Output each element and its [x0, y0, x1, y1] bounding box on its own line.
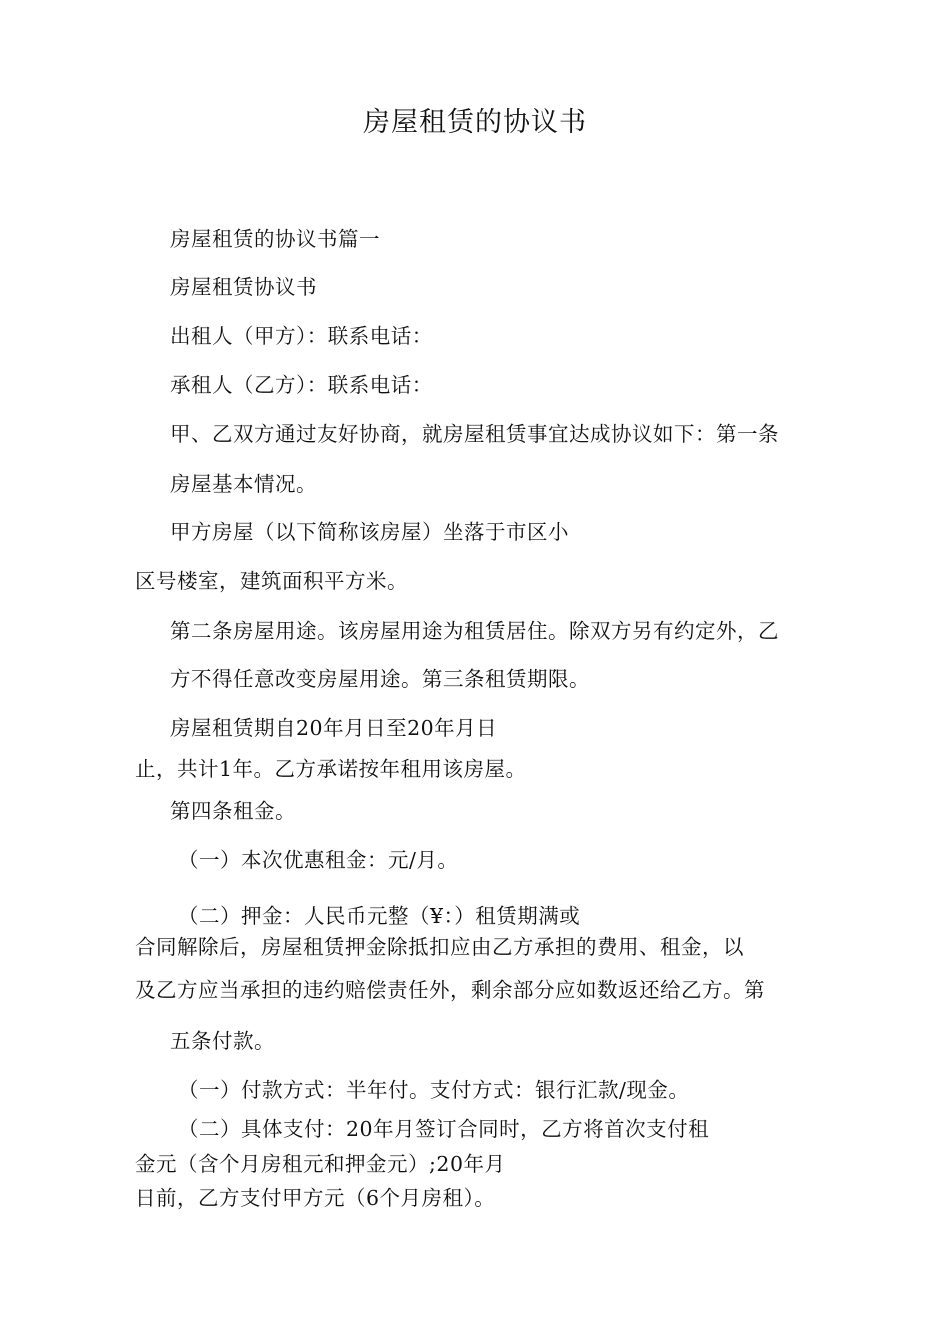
- paragraph-line: 出租人（甲方）：联系电话：: [170, 324, 433, 348]
- paragraph-line: 方不得任意改变房屋用途。第三条租赁期限。: [170, 667, 590, 691]
- paragraph-line: 止，共计1年。乙方承诺按年租用该房屋。: [135, 757, 527, 781]
- paragraph-line: 房屋租赁期自20年月日至20年月日: [170, 716, 498, 740]
- paragraph-line: 第四条租金。: [170, 799, 296, 823]
- paragraph-line: 房屋租赁协议书: [170, 275, 317, 299]
- paragraph-line: 及乙方应当承担的违约赔偿责任外，剩余部分应如数返还给乙方。第: [135, 978, 765, 1002]
- paragraph-line: （二）押金：人民币元整（¥：）租赁期满或: [178, 904, 581, 928]
- paragraph-line: 金元（含个月房租元和押金元）;20年月: [135, 1152, 506, 1176]
- paragraph-line: 房屋基本情况。: [170, 472, 317, 496]
- paragraph-line: （一）本次优惠租金：元/月。: [178, 848, 459, 872]
- paragraph-line: 日前，乙方支付甲方元（6个月房租）。: [135, 1186, 496, 1210]
- paragraph-line: 甲方房屋（以下简称该房屋）坐落于市区小: [170, 520, 569, 544]
- paragraph-line: 承租人（乙方）：联系电话：: [170, 373, 433, 397]
- document-title: 房屋租赁的协议书: [363, 107, 587, 138]
- paragraph-line: 区号楼室，建筑面积平方米。: [135, 569, 408, 593]
- paragraph-line: 甲、乙双方通过友好协商，就房屋租赁事宜达成协议如下：第一条: [170, 422, 779, 446]
- paragraph-line: （二）具体支付：20年月签订合同时，乙方将首次支付租: [178, 1117, 710, 1141]
- paragraph-line: 合同解除后，房屋租赁押金除抵扣应由乙方承担的费用、租金，以: [135, 935, 744, 959]
- paragraph-line: 房屋租赁的协议书篇一: [170, 227, 380, 251]
- paragraph-line: 五条付款。: [170, 1029, 275, 1053]
- paragraph-line: 第二条房屋用途。该房屋用途为租赁居住。除双方另有约定外，乙: [170, 619, 779, 643]
- paragraph-line: （一）付款方式：半年付。支付方式：银行汇款/现金。: [178, 1078, 690, 1102]
